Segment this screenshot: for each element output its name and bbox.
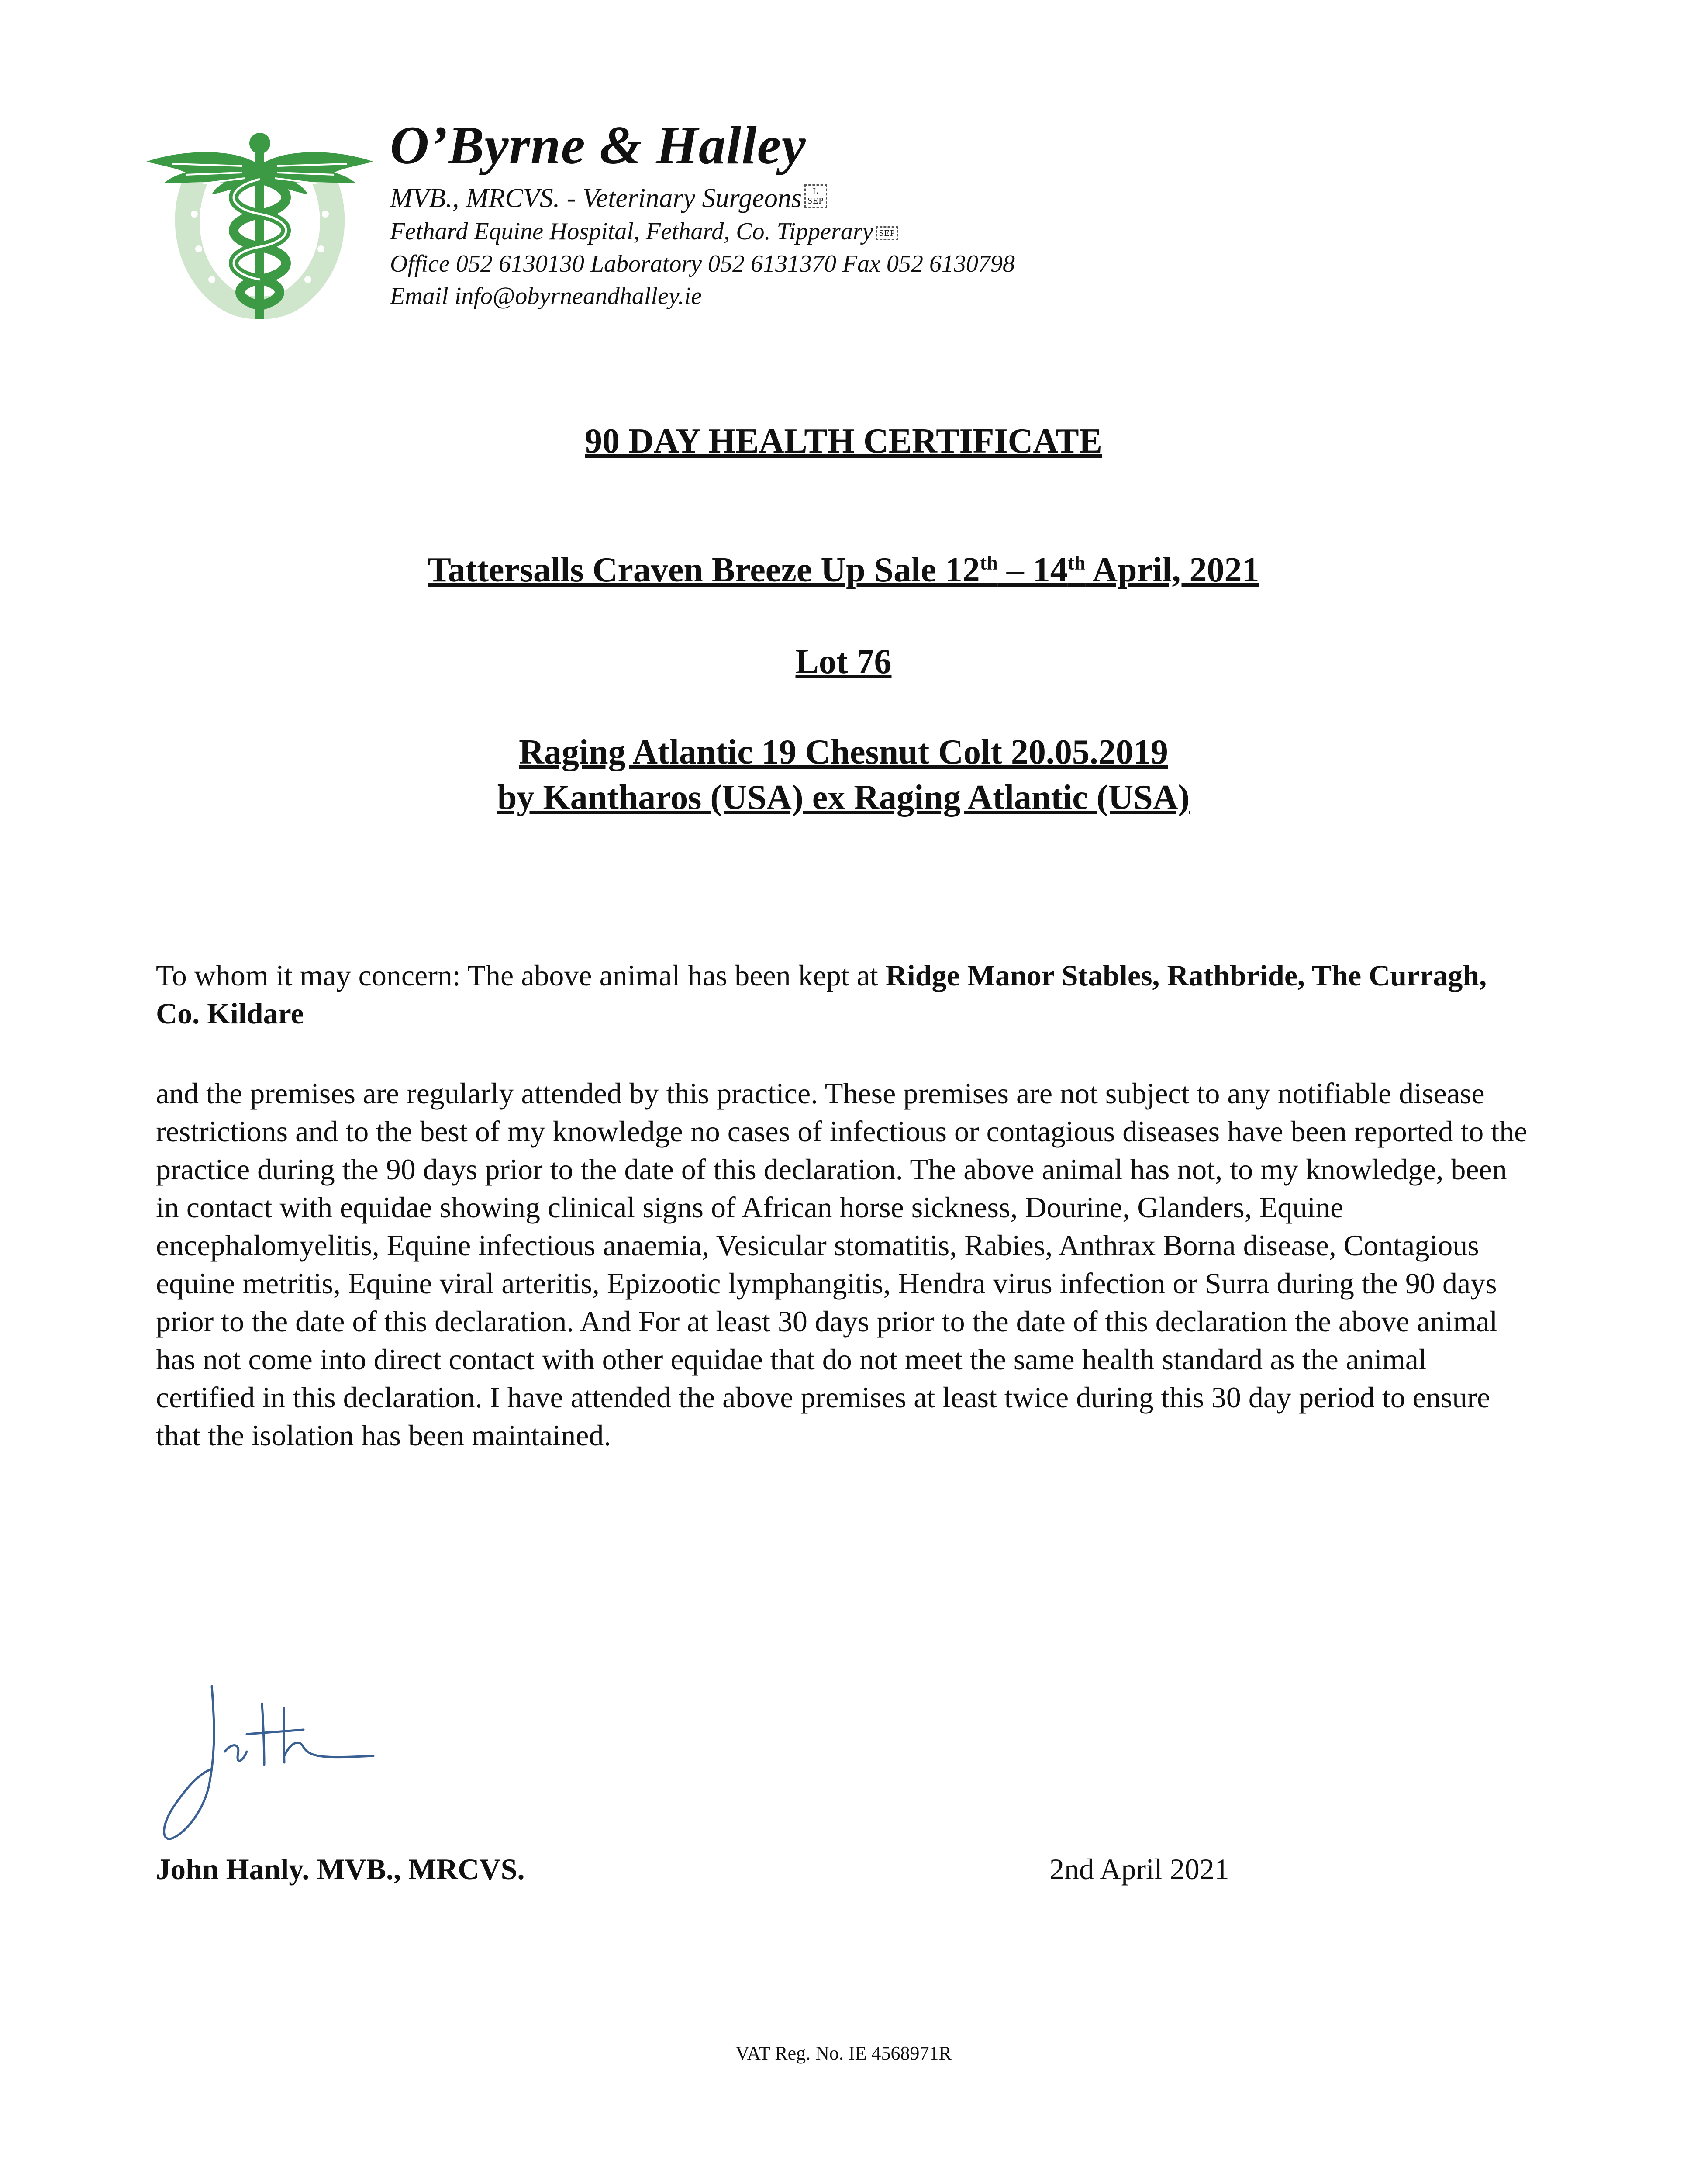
handwritten-signature [159, 1677, 386, 1852]
signer-name: John Hanly. MVB., MRCVS. [156, 1852, 525, 1886]
horse-line-2: by Kantharos (USA) ex Raging Atlantic (USA) [497, 778, 1190, 817]
intro-paragraph [156, 957, 1532, 1033]
letterhead [390, 116, 1263, 312]
email-line: Email info@obyrneandhalley.ie [390, 283, 702, 310]
lot-number: Lot 76 [795, 643, 892, 681]
signature-date: 2nd April 2021 [1049, 1852, 1229, 1886]
sale-heading: Tattersalls Craven Breeze Up Sale 12th – 14th April, 2021 [428, 551, 1259, 589]
premises-name: Ridge Manor Stables, Rathbride, The Curragh, Co. Kildare [156, 959, 1487, 1030]
certificate-title: 90 DAY HEALTH CERTIFICATE [585, 422, 1102, 460]
sep-glyph: L SEP [804, 184, 827, 208]
horse-line-1: Raging Atlantic 19 Chesnut Colt 20.05.2019 [519, 733, 1168, 771]
horse-details [0, 729, 1687, 820]
sep-glyph: SEP [876, 226, 898, 240]
contact-line: Office 052 6130130 Laboratory 052 6131370 Fax 052 6130798 [390, 250, 1015, 278]
qualifications: MVB., MRCVS. - Veterinary Surgeons [390, 183, 802, 214]
declaration-paragraph: and the premises are regularly attended by this practice. These premises are not subject to any notifiable disease restrictions and to the best of my knowledge no cases of infectious or contagious diseases have been reported to the practice during the 90 days prior to the date of this declaration. The above animal has not, to my knowledge, been in contact with equidae showing clinical signs of African horse sickness, Dourine, Glanders, Equine encephalomyelitis, Equine infectious anaemia, Vesicular stomatitis, Rabies, Anthrax Borna disease, Contagious equine metritis, Equine viral arteritis, Epizootic lymphangitis, Hendra virus infection or Surra during the 90 days prior to the date of this declaration. And For at least 30 days prior to the date of this declaration the above animal has not come into direct contact with other equidae that do not meet the same health standard as the animal certified in this declaration. I have attended the above premises at least twice during this 30 day period to ensure that the isolation has been maintained. [156, 1077, 1528, 1452]
caduceus-horseshoe-logo [146, 131, 373, 328]
address-line [390, 215, 1263, 248]
address: Fethard Equine Hospital, Fethard, Co. Tipperary [390, 218, 873, 245]
vat-number: VAT Reg. No. IE 4568971R [735, 2042, 952, 2064]
qualifications-line [390, 181, 1263, 215]
intro-text: To whom it may concern: The above animal has been kept at [156, 959, 886, 992]
practice-name: O’Byrne & Halley [390, 115, 806, 175]
